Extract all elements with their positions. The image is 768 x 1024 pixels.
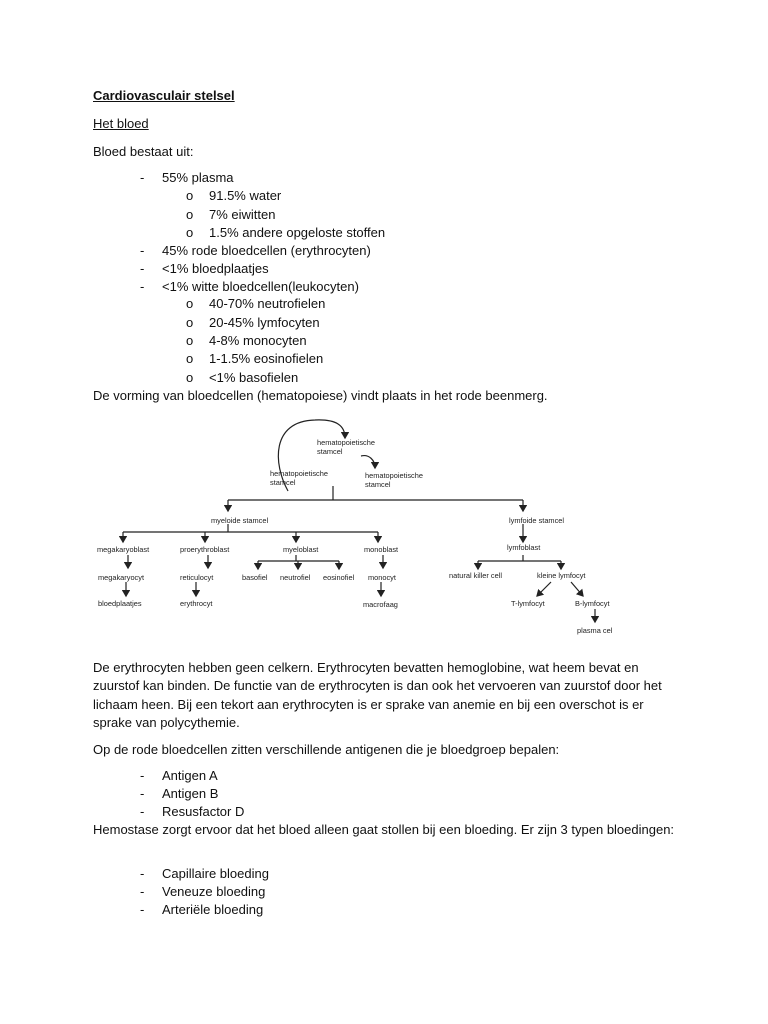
sub-list-item: 1.5% andere opgeloste stoffen — [209, 225, 386, 240]
bullet-marker: o — [186, 333, 194, 348]
list-item: 55% plasma — [162, 170, 234, 185]
bullet-marker: o — [186, 370, 194, 385]
self-renewal-arrow — [361, 456, 375, 468]
document-title: Cardiovasculair stelsel — [93, 88, 235, 103]
bullet-marker: o — [186, 188, 194, 203]
bullet-marker: o — [186, 315, 194, 330]
list-item: <1% bloedplaatjes — [162, 261, 269, 276]
stem-cell-right-label: hematopoietische stamcel — [365, 471, 423, 489]
megakaryocyt-label: megakaryocyt — [98, 573, 145, 582]
b-lymphocyte-label: B-lymfocyt — [575, 599, 610, 608]
lymphoid-stem-cell-label: lymfoide stamcel — [509, 516, 565, 525]
hemostasis-paragraph: Hemostase zorgt ervoor dat het bloed alleen gaat stollen bij een bloeding. Er zijn 3 typen bloedingen: — [93, 822, 675, 837]
list-item: 45% rode bloedcellen (erythrocyten) — [162, 243, 371, 258]
dash-marker: - — [140, 261, 145, 276]
reticulocyt-label: reticulocyt — [180, 573, 214, 582]
lymfoblast-label: lymfoblast — [507, 543, 541, 552]
sub-list-item: <1% basofielen — [209, 370, 299, 385]
list-item: Antigen B — [162, 786, 219, 801]
bloedplaatjes-label: bloedplaatjes — [98, 599, 142, 608]
myeloblast-label: myeloblast — [283, 545, 319, 554]
basofiel-label: basofiel — [242, 573, 268, 582]
intro-text: Bloed bestaat uit: — [93, 144, 194, 159]
list-item: Capillaire bloeding — [162, 866, 269, 881]
dash-marker: - — [140, 768, 145, 783]
dash-marker: - — [140, 804, 145, 819]
erythrocytes-paragraph: De erythrocyten hebben geen celkern. Erythrocyten bevatten hemoglobine, wat heem bevat en zuurstof kan binden. De functie van de erythrocyten is dan ook het vervoeren van zuurstof door het lichaam heen. Bij een tekort aan erythrocyten is er sprake van anemie en bij een overschot is er sprake van polycythemie. — [93, 660, 662, 730]
dash-marker: - — [140, 786, 145, 801]
stem-cell-top-label: hematopoietische stamcel — [317, 438, 375, 456]
sub-list-item: 7% eiwitten — [209, 207, 276, 222]
plasma-cell-label: plasma cel — [577, 626, 613, 635]
proerythroblast-label: proerythroblast — [180, 545, 230, 554]
list-item: Resusfactor D — [162, 804, 245, 819]
myeloid-stem-cell-label: myeloide stamcel — [211, 516, 269, 525]
list-item: Veneuze bloeding — [162, 884, 266, 899]
sub-list-item: 1-1.5% eosinofielen — [209, 351, 324, 366]
hematopoiesis-diagram — [93, 416, 613, 640]
bullet-marker: o — [186, 207, 194, 222]
list-item: Arteriële bloeding — [162, 902, 264, 917]
small-lymphocyte-label: kleine lymfocyt — [537, 571, 586, 580]
monocyt-label: monocyt — [368, 573, 396, 582]
section-heading: Het bloed — [93, 116, 149, 131]
dash-marker: - — [140, 884, 145, 899]
erythrocyt-label: erythrocyt — [180, 599, 213, 608]
list-item: <1% witte bloedcellen(leukocyten) — [162, 279, 359, 294]
monoblast-label: monoblast — [364, 545, 399, 554]
macrofaag-label: macrofaag — [363, 600, 398, 609]
dash-marker: - — [140, 243, 145, 258]
dash-marker: - — [140, 902, 145, 917]
dash-marker: - — [140, 279, 145, 294]
bullet-marker: o — [186, 351, 194, 366]
neutrofiel-label: neutrofiel — [280, 573, 311, 582]
list-item: Antigen A — [162, 768, 218, 783]
sub-list-item: 91.5% water — [209, 188, 282, 203]
connector-line — [537, 582, 551, 596]
bullet-marker: o — [186, 296, 194, 311]
sub-list-item: 20-45% lymfocyten — [209, 315, 320, 330]
stem-cell-left-label: hematopoietische stamcel — [270, 469, 328, 487]
eosinofiel-label: eosinofiel — [323, 573, 355, 582]
bullet-marker: o — [186, 225, 194, 240]
hematopoiesis-text: De vorming van bloedcellen (hematopoiese) vindt plaats in het rode beenmerg. — [93, 388, 548, 403]
megakaryoblast-label: megakaryoblast — [97, 545, 150, 554]
sub-list-item: 4-8% monocyten — [209, 333, 307, 348]
dash-marker: - — [140, 866, 145, 881]
antigens-paragraph: Op de rode bloedcellen zitten verschillende antigenen die je bloedgroep bepalen: — [93, 742, 560, 757]
t-lymphocyte-label: T-lymfocyt — [511, 599, 545, 608]
sub-list-item: 40-70% neutrofielen — [209, 296, 326, 311]
connector-line — [571, 582, 583, 596]
dash-marker: - — [140, 170, 145, 185]
natural-killer-cell-label: natural killer cell — [449, 571, 502, 580]
